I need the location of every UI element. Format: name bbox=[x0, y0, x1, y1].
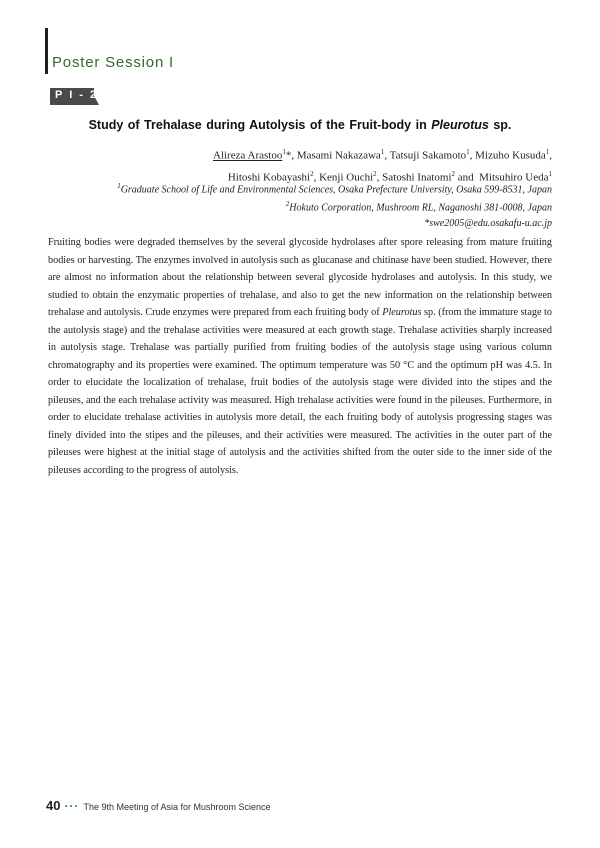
author-affil-sup: 2 bbox=[451, 169, 455, 178]
author-separator: , bbox=[469, 149, 476, 162]
author-separator: , bbox=[291, 149, 297, 162]
affiliation-line bbox=[117, 179, 552, 197]
paper-title bbox=[0, 118, 600, 132]
abstract-text: sp. (from the immature stage to the autolysis stage) and the trehalase activities were measured at each growth stage. Trehalase activities sharply increased in autolysis stage. Trehalase was partially purified from fruiting bodies of the autolysis stage using various column chromatography and its properties were examined. The optimum temperature was 50 °C and the optimum pH was 4.5. In order to elucidate the localization of trehalase, fruit bodies of the autolysis stage were divided into the stipes and the pileuses, and the each trehalase activity was measured. High trehalase activities were found in the pileuses. Furthermore, in order to elucidate trehalase activities in autolysis more detail, the each fruiting body of autolysis progressing stages was finely divided into the stipes and the pileuses, and their activities were measured. The activities in the outer part of the pileuses were highest at the initial stage of autolysis and the activities shifted from the outer side to the inner side of the pileuses according to the progress of autolysis. bbox=[48, 307, 552, 476]
author-name: Masami Nakazawa bbox=[296, 149, 381, 162]
author-name: Mizuho Kusuda bbox=[475, 149, 546, 162]
author-line-1 bbox=[213, 143, 552, 165]
author-separator: , bbox=[376, 171, 383, 184]
contact-email: *swe2005@edu.osakafu-u.ac.jp bbox=[424, 217, 552, 229]
page-footer bbox=[46, 798, 271, 813]
author-affil-sup: 2 bbox=[373, 169, 377, 178]
title-suffix: sp. bbox=[493, 118, 512, 132]
footer-dots: ··· bbox=[64, 799, 80, 813]
author-affil-sup: 1 bbox=[282, 148, 286, 156]
author-name: Satoshi Inatomi bbox=[382, 171, 452, 184]
author-affil-sup: 1 bbox=[380, 148, 385, 156]
title-genus: Pleurotus bbox=[431, 118, 489, 132]
author-separator: , bbox=[549, 149, 552, 162]
page-number: 40 bbox=[46, 798, 61, 813]
author-separator: , bbox=[313, 171, 320, 184]
abstract-text: Fruiting bodies were degraded themselves by the several glycoside hydrolases after spore releasing from mature fruiting bodies or harvesting. The enzymes involved in autolysis such as glucanase and chitinase have been studied. However, there are almost no information about the relationship between several glycoside hydrolases and autolysis. In this study, we studied to obtain the enzymatic properties of trehalase, and also to get the new information on the relationship between trehalase and autolysis. Crude enzymes were prepared from each fruiting body of bbox=[48, 237, 552, 318]
section-title: Poster Session I bbox=[52, 54, 175, 71]
section-divider-bar bbox=[45, 28, 48, 74]
affiliation-line bbox=[117, 197, 552, 215]
author-name: Mitsuhiro Ueda bbox=[479, 171, 549, 184]
author-affil-sup: 1 bbox=[548, 169, 552, 178]
author-name: Kenji Ouchi bbox=[319, 171, 374, 184]
author-name: Hitoshi Kobayashi bbox=[227, 171, 311, 184]
affiliation-sup: 1 bbox=[117, 182, 121, 190]
author-name: Alireza Arastoo bbox=[212, 149, 283, 162]
author-name: Tatsuji Sakamoto bbox=[389, 149, 467, 162]
author-affil-sup: 1 bbox=[545, 148, 550, 156]
author-affil-sup: 2 bbox=[310, 169, 314, 178]
corresponding-mark: * bbox=[285, 149, 292, 162]
abstract-body bbox=[48, 234, 552, 479]
affiliation-text: Hokuto Corporation, Mushroom RL, Naganoshi 381-0008, Japan bbox=[289, 202, 552, 214]
affiliation-sup: 2 bbox=[285, 200, 290, 209]
title-text: Study of Trehalase during Autolysis of the Fruit-body in bbox=[88, 118, 427, 132]
affiliation-text: Graduate School of Life and Environmental Sciences, Osaka Prefecture University, Osaka 599-8531, Japan bbox=[120, 184, 552, 196]
affiliations bbox=[117, 179, 552, 231]
author-separator: , bbox=[384, 149, 390, 162]
poster-code-badge bbox=[50, 88, 102, 105]
author-affil-sup: 1 bbox=[466, 148, 470, 156]
poster-code-label: P I - 2 bbox=[55, 89, 99, 101]
author-separator: and bbox=[455, 171, 477, 184]
abstract-genus: Pleurotus bbox=[382, 307, 422, 318]
conference-name: The 9th Meeting of Asia for Mushroom Science bbox=[83, 802, 271, 812]
